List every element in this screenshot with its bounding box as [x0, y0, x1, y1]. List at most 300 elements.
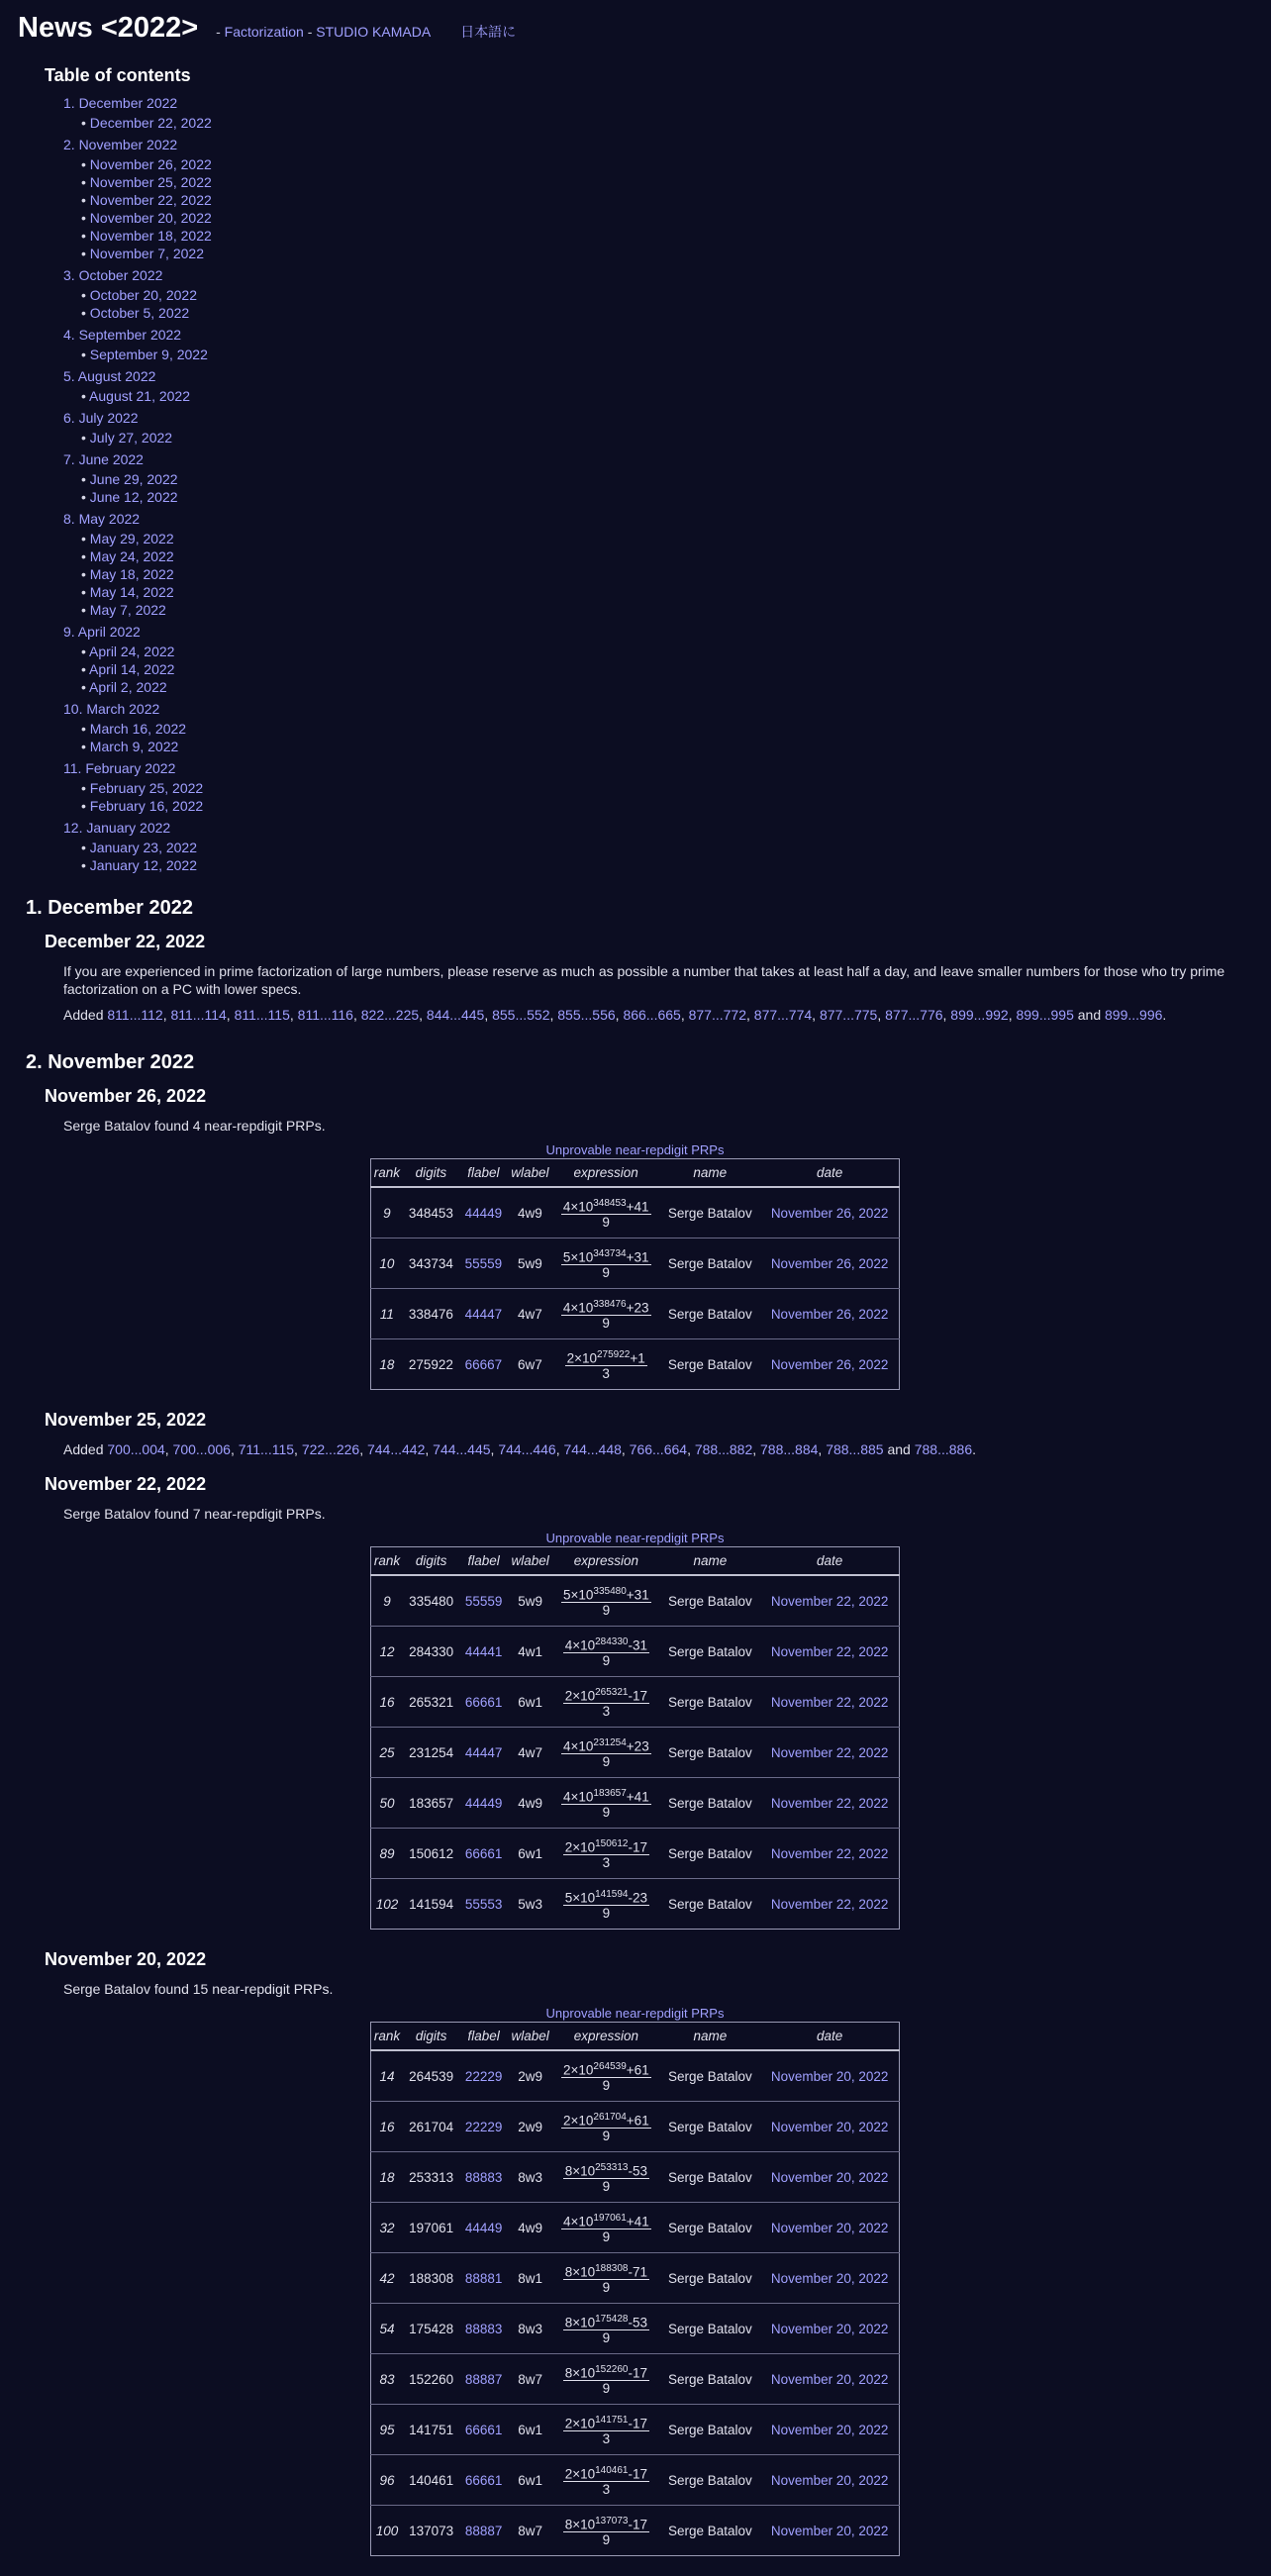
flabel-link[interactable]: 55559: [464, 1255, 503, 1271]
toc-day-list: [63, 155, 212, 262]
toc-day-link[interactable]: November 26, 2022: [89, 156, 212, 172]
date-link[interactable]: November 20, 2022: [770, 2169, 889, 2185]
toc-day-item: [81, 227, 212, 245]
name-cell: Serge Batalov: [660, 1879, 761, 1930]
digits-cell: 284330: [403, 1627, 459, 1677]
number-link[interactable]: 877...775: [819, 1007, 878, 1023]
wlabel-cell: 6w1: [508, 2455, 552, 2506]
date-link[interactable]: November 22, 2022: [770, 1795, 889, 1811]
flabel-link[interactable]: 44447: [464, 1744, 503, 1760]
toc-day-link[interactable]: March 9, 2022: [89, 739, 179, 754]
expression-cell: [552, 1879, 659, 1930]
toc-day-link[interactable]: May 29, 2022: [89, 531, 174, 546]
number-link[interactable]: 766...664: [629, 1441, 688, 1457]
date-cell: [760, 1879, 899, 1930]
flabel-link[interactable]: 44449: [464, 1205, 503, 1221]
column-header: expression: [552, 1547, 659, 1576]
expression-fraction: [561, 1735, 651, 1770]
flabel-link[interactable]: 44449: [464, 2220, 503, 2235]
toc-day-item: [81, 304, 212, 322]
date-cell: [760, 2455, 899, 2506]
flabel-cell: [459, 2152, 508, 2203]
number-link[interactable]: 744...448: [563, 1441, 622, 1457]
expression-tail: -53: [628, 2315, 647, 2330]
toc-day-link[interactable]: May 18, 2022: [89, 566, 174, 582]
breadcrumb-factorization-link[interactable]: Factorization: [224, 24, 304, 40]
expression-exponent: 348453: [593, 1197, 627, 1209]
toc-section: [63, 136, 212, 262]
flabel-cell: [459, 2506, 508, 2556]
expression-fraction: [561, 2110, 651, 2144]
table-row: [371, 1187, 900, 1238]
expression-coefficient: 8×10: [564, 2517, 596, 2532]
flabel-link[interactable]: 55559: [464, 1593, 503, 1609]
name-cell: Serge Batalov: [660, 2203, 761, 2253]
toc-day-item: [81, 429, 212, 446]
date-link[interactable]: November 20, 2022: [770, 2371, 889, 2387]
number-link[interactable]: 788...882: [694, 1441, 753, 1457]
table-row: [371, 2304, 900, 2354]
toc-day-link[interactable]: October 20, 2022: [89, 287, 197, 303]
date-cell: [760, 1677, 899, 1728]
toc-day-link[interactable]: July 27, 2022: [89, 430, 173, 446]
number-link[interactable]: 711...115: [238, 1441, 295, 1457]
expression-tail: +61: [626, 2113, 649, 2129]
column-header: wlabel: [508, 1547, 552, 1576]
date-link[interactable]: November 20, 2022: [770, 2270, 889, 2286]
toc-day-link[interactable]: January 23, 2022: [89, 840, 197, 855]
flabel-link[interactable]: 88887: [464, 2523, 503, 2538]
toc-day-item: [81, 779, 212, 797]
name-cell: Serge Batalov: [660, 2304, 761, 2354]
expression-coefficient: 2×10: [564, 1688, 596, 1704]
expression-cell: [552, 2506, 659, 2556]
table-row: [371, 1778, 900, 1829]
expression-numerator: [563, 2160, 649, 2180]
expression-denominator: 9: [602, 2229, 611, 2245]
digits-cell: 183657: [403, 1778, 459, 1829]
expression-denominator: 3: [602, 2482, 611, 2498]
number-link[interactable]: 700...004: [107, 1441, 165, 1457]
digits-cell: 265321: [403, 1677, 459, 1728]
expression-fraction: [561, 2211, 651, 2245]
date-link[interactable]: November 26, 2022: [770, 1306, 889, 1322]
wlabel-cell: 6w1: [508, 1829, 552, 1879]
date-link[interactable]: November 20, 2022: [770, 2220, 889, 2235]
number-link[interactable]: 788...885: [826, 1441, 884, 1457]
rank-cell: 16: [371, 1677, 404, 1728]
expression-tail: -31: [628, 1637, 647, 1653]
toc-month-link[interactable]: 7. June 2022: [63, 451, 144, 467]
number-link[interactable]: 899...996: [1105, 1007, 1163, 1023]
expression-denominator: 9: [602, 2532, 611, 2548]
expression-tail: +31: [626, 1249, 649, 1265]
table-of-contents: [45, 65, 212, 878]
toc-month-link[interactable]: 5. August 2022: [63, 368, 156, 384]
toc-section: [63, 409, 212, 446]
toc-month-link[interactable]: 12. January 2022: [63, 820, 171, 836]
table-row: [371, 2102, 900, 2152]
toc-day-item: [81, 155, 212, 173]
flabel-cell: [459, 1627, 508, 1677]
number-link[interactable]: 788...884: [760, 1441, 819, 1457]
flabel-cell: [459, 2405, 508, 2455]
expression-exponent: 253313: [595, 2161, 629, 2173]
number-link[interactable]: 877...772: [688, 1007, 746, 1023]
expression-cell: [552, 1778, 659, 1829]
date-link[interactable]: November 20, 2022: [770, 2068, 889, 2084]
toc-day-list: [63, 387, 212, 405]
toc-day-link[interactable]: April 24, 2022: [89, 644, 175, 659]
number-link[interactable]: 722...226: [301, 1441, 360, 1457]
number-link[interactable]: 877...774: [753, 1007, 813, 1023]
toc-day-list: [63, 470, 212, 506]
toc-month-link[interactable]: 2. November 2022: [63, 137, 178, 152]
expression-cell: [552, 1187, 659, 1238]
expression-tail: -17: [628, 2365, 647, 2381]
flabel-link[interactable]: 88883: [464, 2169, 503, 2185]
number-link[interactable]: 866...665: [623, 1007, 681, 1023]
digits-cell: 140461: [403, 2455, 459, 2506]
news-content: [0, 897, 1271, 2576]
toc-day-list: [63, 530, 212, 619]
flabel-link[interactable]: 88887: [464, 2371, 503, 2387]
toc-day-link[interactable]: December 22, 2022: [89, 115, 212, 131]
flabel-link[interactable]: 66661: [464, 1845, 503, 1861]
column-header: rank: [371, 2023, 404, 2051]
flabel-cell: [459, 1728, 508, 1778]
column-header: date: [760, 1159, 899, 1188]
expression-numerator: [563, 2463, 649, 2483]
toc-day-list: [63, 839, 212, 874]
toc-day-item: [81, 173, 212, 191]
expression-numerator: [561, 1196, 651, 1216]
expression-fraction: [563, 1887, 649, 1922]
wlabel-cell: 2w9: [508, 2102, 552, 2152]
toc-day-link[interactable]: November 22, 2022: [89, 192, 212, 208]
toc-day-item: [81, 601, 212, 619]
name-cell: Serge Batalov: [660, 1627, 761, 1677]
expression-numerator: [561, 1246, 651, 1266]
rank-cell: 12: [371, 1627, 404, 1677]
toc-day-link[interactable]: June 12, 2022: [89, 489, 178, 505]
flabel-link[interactable]: 66661: [464, 2472, 503, 2488]
date-cell: [760, 1728, 899, 1778]
rank-cell: 96: [371, 2455, 404, 2506]
number-link[interactable]: 811...114: [170, 1007, 227, 1023]
breadcrumb: [216, 24, 516, 40]
expression-numerator: [563, 2514, 649, 2533]
toc-day-item: [81, 856, 212, 874]
toc-day-link[interactable]: January 12, 2022: [89, 857, 197, 873]
table-caption-link[interactable]: Unprovable near-repdigit PRPs: [545, 2006, 725, 2021]
rank-cell: 18: [371, 1339, 403, 1390]
date-link[interactable]: November 22, 2022: [770, 1896, 889, 1912]
expression-tail: -17: [628, 1839, 647, 1855]
breadcrumb-studio-kamada-link[interactable]: STUDIO KAMADA: [316, 24, 432, 40]
digits-cell: 343734: [403, 1238, 459, 1289]
expression-coefficient: 2×10: [564, 1839, 596, 1855]
table-row: [371, 2455, 900, 2506]
expression-cell: [552, 1575, 659, 1627]
flabel-cell: [459, 2253, 508, 2304]
digits-cell: 261704: [403, 2102, 459, 2152]
table-row: [371, 1238, 900, 1289]
expression-cell: [552, 1829, 659, 1879]
flabel-link[interactable]: 55553: [464, 1896, 503, 1912]
toc-day-list: [63, 429, 212, 446]
toc-section: [63, 700, 212, 755]
toc-day-link[interactable]: November 20, 2022: [89, 210, 212, 226]
flabel-link[interactable]: 88883: [464, 2321, 503, 2336]
expression-exponent: 265321: [595, 1686, 629, 1698]
table-caption-link[interactable]: Unprovable near-repdigit PRPs: [545, 1142, 725, 1157]
expression-numerator: [563, 1887, 649, 1907]
expression-fraction: [561, 2059, 651, 2094]
rank-cell: 9: [371, 1187, 403, 1238]
toc-month-link[interactable]: 11. February 2022: [63, 760, 176, 776]
flabel-link[interactable]: 44449: [464, 1795, 503, 1811]
toc-month-link[interactable]: 9. April 2022: [63, 624, 141, 640]
toc-month-link[interactable]: 4. September 2022: [63, 327, 182, 343]
expression-tail: +61: [626, 2062, 649, 2078]
toc-day-link[interactable]: April 14, 2022: [89, 661, 175, 677]
toc-day-item: [81, 114, 212, 132]
date-link[interactable]: November 20, 2022: [770, 2119, 889, 2134]
table-caption-link[interactable]: Unprovable near-repdigit PRPs: [545, 1531, 725, 1545]
wlabel-cell: 5w9: [508, 1575, 552, 1627]
date-link[interactable]: November 22, 2022: [770, 1643, 889, 1659]
date-link[interactable]: November 26, 2022: [770, 1255, 889, 1271]
expression-coefficient: 8×10: [564, 2315, 596, 2330]
toc-day-link[interactable]: February 25, 2022: [89, 780, 204, 796]
expression-cell: [552, 2304, 659, 2354]
toc-day-link[interactable]: March 16, 2022: [89, 721, 187, 737]
number-link[interactable]: 700...006: [172, 1441, 231, 1457]
digits-cell: 197061: [403, 2203, 459, 2253]
toc-day-link[interactable]: September 9, 2022: [89, 347, 208, 362]
date-link[interactable]: November 26, 2022: [770, 1205, 889, 1221]
date-link[interactable]: November 22, 2022: [770, 1845, 889, 1861]
column-header: wlabel: [508, 2023, 552, 2051]
flabel-cell: [459, 1879, 508, 1930]
date-cell: [760, 2152, 899, 2203]
digits-cell: 348453: [403, 1187, 459, 1238]
expression-fraction: [561, 1786, 651, 1821]
expression-fraction: [561, 1584, 651, 1619]
rank-cell: 14: [371, 2050, 404, 2102]
rank-cell: 100: [371, 2506, 404, 2556]
number-link[interactable]: 855...556: [557, 1007, 616, 1023]
wlabel-cell: 8w3: [508, 2304, 552, 2354]
toc-day-link[interactable]: May 24, 2022: [89, 548, 174, 564]
wlabel-cell: 4w1: [508, 1627, 552, 1677]
date-link[interactable]: November 26, 2022: [770, 1356, 889, 1372]
expression-exponent: 335480: [593, 1585, 627, 1597]
flabel-link[interactable]: 44441: [464, 1643, 503, 1659]
flabel-link[interactable]: 66661: [464, 1694, 503, 1710]
rank-cell: 89: [371, 1829, 404, 1879]
expression-coefficient: 2×10: [563, 2062, 594, 2078]
expression-numerator: [563, 1836, 649, 1856]
toc-day-list: [63, 643, 212, 696]
flabel-link[interactable]: 22229: [464, 2068, 503, 2084]
toc-title: Table of contents: [45, 65, 191, 85]
expression-cell: [552, 2253, 659, 2304]
toc-day-link[interactable]: May 7, 2022: [89, 602, 166, 618]
toc-month-link[interactable]: 10. March 2022: [63, 701, 160, 717]
toc-month-link[interactable]: 6. July 2022: [63, 410, 139, 426]
toc-month-link[interactable]: 3. October 2022: [63, 267, 163, 283]
number-link[interactable]: 811...115: [234, 1007, 290, 1023]
rank-cell: 42: [371, 2253, 404, 2304]
expression-coefficient: 2×10: [566, 1350, 597, 1366]
wlabel-cell: 6w7: [508, 1339, 552, 1390]
date-cell: [760, 1289, 899, 1339]
number-link[interactable]: 899...992: [950, 1007, 1009, 1023]
number-link[interactable]: 744...446: [498, 1441, 556, 1457]
flabel-cell: [459, 1339, 508, 1390]
expression-numerator: [563, 2312, 649, 2331]
name-cell: Serge Batalov: [660, 2102, 761, 2152]
rank-cell: 11: [371, 1289, 403, 1339]
expression-denominator: 9: [602, 1754, 611, 1770]
toc-day-item: [81, 738, 212, 755]
expression-numerator: [563, 2362, 649, 2382]
toc-day-link[interactable]: November 25, 2022: [89, 174, 212, 190]
number-link[interactable]: 877...776: [885, 1007, 943, 1023]
number-link[interactable]: 822...225: [360, 1007, 420, 1023]
date-cell: [760, 1829, 899, 1879]
date-link[interactable]: November 20, 2022: [770, 2472, 889, 2488]
flabel-cell: [459, 1778, 508, 1829]
table-row: [371, 2050, 900, 2102]
toc-month-link[interactable]: 8. May 2022: [63, 511, 141, 527]
date-link[interactable]: November 22, 2022: [770, 1694, 889, 1710]
expression-tail: -17: [628, 2517, 647, 2532]
number-link[interactable]: 811...116: [297, 1007, 353, 1023]
expression-fraction: [563, 2312, 649, 2346]
number-link[interactable]: 899...995: [1016, 1007, 1074, 1023]
date-link[interactable]: November 20, 2022: [770, 2523, 889, 2538]
column-header: flabel: [459, 2023, 508, 2051]
number-link[interactable]: 855...552: [492, 1007, 550, 1023]
expression-exponent: 197061: [593, 2212, 627, 2224]
expression-coefficient: 4×10: [563, 2214, 594, 2229]
number-link[interactable]: 788...886: [914, 1441, 973, 1457]
date-cell: [760, 2506, 899, 2556]
toc-day-link[interactable]: May 14, 2022: [89, 584, 174, 600]
flabel-link[interactable]: 66667: [464, 1356, 503, 1372]
date-cell: [760, 2203, 899, 2253]
expression-coefficient: 2×10: [564, 2416, 596, 2431]
japanese-language-link[interactable]: 日本語に: [460, 24, 517, 40]
date-link[interactable]: November 22, 2022: [770, 1593, 889, 1609]
expression-tail: -71: [628, 2264, 647, 2280]
toc-section: [63, 367, 212, 405]
expression-denominator: 9: [602, 1265, 610, 1281]
expression-numerator: [563, 1685, 649, 1705]
toc-day-link[interactable]: November 18, 2022: [89, 228, 212, 244]
expression-fraction: [561, 1297, 651, 1332]
digits-cell: 264539: [403, 2050, 459, 2102]
flabel-link[interactable]: 22229: [464, 2119, 503, 2134]
expression-tail: +31: [626, 1587, 649, 1603]
number-link[interactable]: 744...442: [366, 1441, 426, 1457]
expression-cell: [552, 2354, 659, 2405]
date-cell: [760, 1187, 899, 1238]
expression-denominator: 9: [602, 2078, 611, 2094]
flabel-cell: [459, 2304, 508, 2354]
column-header: flabel: [459, 1159, 508, 1188]
flabel-cell: [459, 1238, 508, 1289]
expression-numerator: [561, 2211, 651, 2230]
expression-numerator: [561, 2059, 651, 2079]
column-header: name: [659, 1159, 760, 1188]
expression-coefficient: 8×10: [564, 2163, 596, 2179]
month-heading-november: 2. November 2022: [26, 1051, 195, 1073]
column-header: wlabel: [508, 1159, 552, 1188]
number-link[interactable]: 744...445: [433, 1441, 491, 1457]
toc-section: [63, 94, 212, 132]
toc-day-item: [81, 209, 212, 227]
expression-exponent: 150612: [595, 1837, 629, 1849]
toc-day-link[interactable]: June 29, 2022: [89, 471, 178, 487]
flabel-link[interactable]: 66661: [464, 2422, 503, 2437]
column-header: date: [760, 2023, 899, 2051]
flabel-cell: [459, 2050, 508, 2102]
day-heading-november-26: November 26, 2022: [45, 1086, 207, 1106]
toc-month-link[interactable]: 1. December 2022: [63, 95, 178, 111]
toc-day-link[interactable]: November 7, 2022: [89, 246, 204, 261]
expression-exponent: 175428: [595, 2313, 629, 2325]
column-header: expression: [552, 2023, 659, 2051]
expression-fraction: [563, 1685, 649, 1720]
toc-day-item: [81, 660, 212, 678]
expression-coefficient: 5×10: [564, 1890, 596, 1906]
toc-day-link[interactable]: October 5, 2022: [89, 305, 190, 321]
number-link[interactable]: 844...445: [426, 1007, 485, 1023]
expression-denominator: 9: [602, 1906, 611, 1922]
date-link[interactable]: November 20, 2022: [770, 2321, 889, 2336]
table-header-row: [371, 1547, 900, 1576]
date-link[interactable]: November 22, 2022: [770, 1744, 889, 1760]
toc-section: [63, 623, 212, 696]
breadcrumb-separator: -: [216, 24, 225, 40]
expression-denominator: 9: [602, 1805, 611, 1821]
expression-denominator: 3: [602, 1366, 610, 1382]
toc-day-link[interactable]: August 21, 2022: [89, 388, 191, 404]
flabel-cell: [459, 2102, 508, 2152]
day-heading-december-22: December 22, 2022: [45, 932, 206, 951]
date-cell: [760, 2405, 899, 2455]
expression-exponent: 152260: [595, 2363, 629, 2375]
flabel-link[interactable]: 88881: [464, 2270, 503, 2286]
flabel-link[interactable]: 44447: [464, 1306, 503, 1322]
expression-cell: [552, 1238, 659, 1289]
table-row: [371, 2506, 900, 2556]
toc-day-link[interactable]: February 16, 2022: [89, 798, 204, 814]
number-link[interactable]: 811...112: [107, 1007, 163, 1023]
date-link[interactable]: November 20, 2022: [770, 2422, 889, 2437]
expression-coefficient: 4×10: [563, 1789, 594, 1805]
digits-cell: 141594: [403, 1879, 459, 1930]
expression-denominator: 9: [602, 2381, 611, 2397]
toc-day-list: [63, 114, 212, 132]
toc-day-item: [81, 547, 212, 565]
toc-day-link[interactable]: April 2, 2022: [89, 679, 167, 695]
rank-cell: 54: [371, 2304, 404, 2354]
